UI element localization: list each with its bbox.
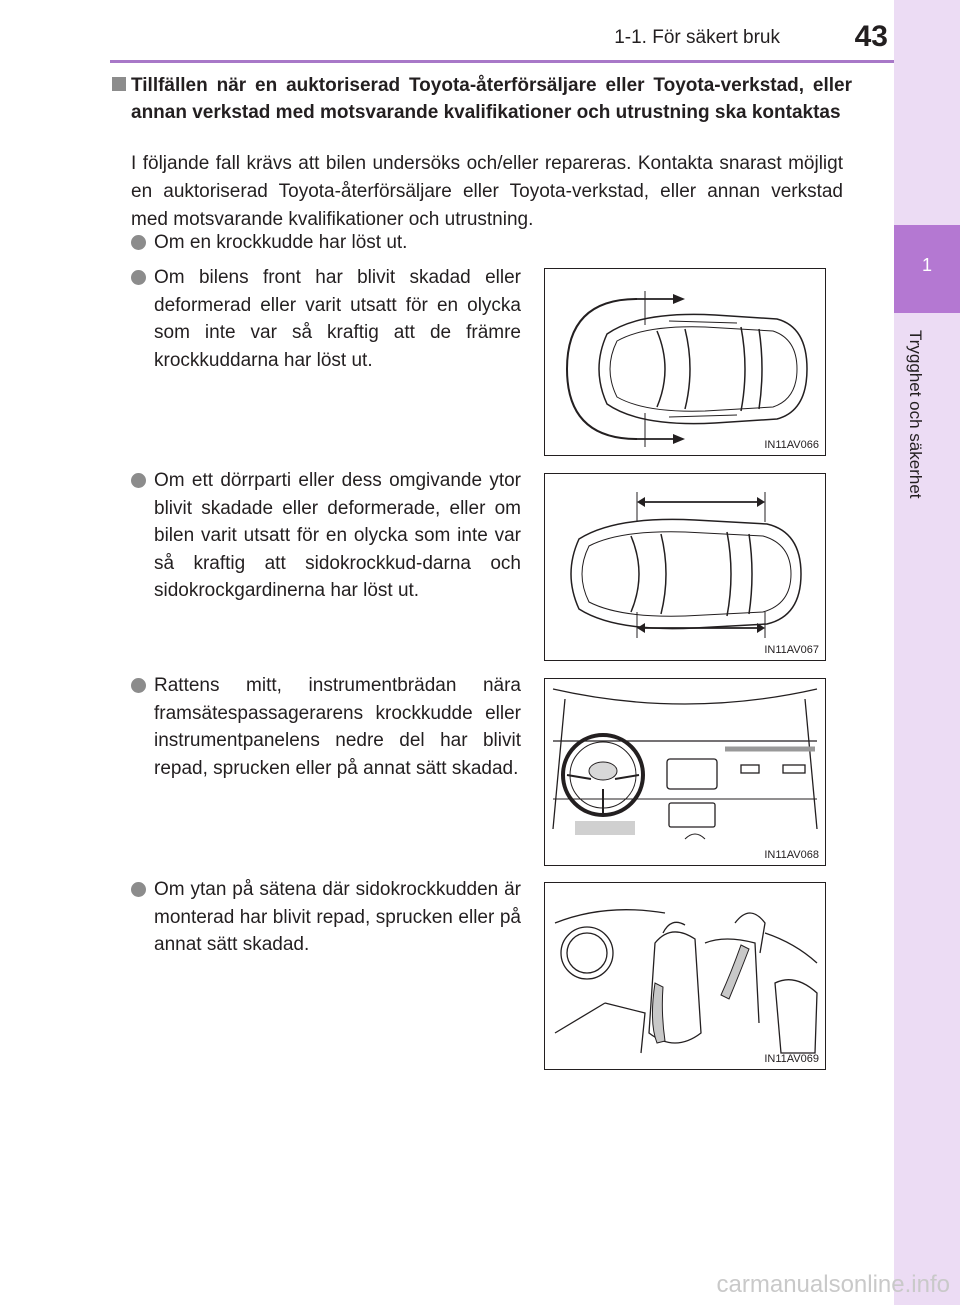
car-dashboard-icon <box>545 679 825 865</box>
list-item <box>131 672 521 782</box>
bullet-dot-icon <box>131 235 146 250</box>
list-item <box>131 876 521 959</box>
car-top-view-icon <box>545 474 825 660</box>
intro-paragraph: I följande fall krävs att bilen undersöks och/eller repareras. Kontakta snarast möjligt en auktoriserad Toyota-återförsäljare eller Toyota-verkstad, eller annan verkstad med motsvarande kvalifikationer och utrustning. <box>131 153 843 230</box>
page-number: 43 <box>854 20 888 53</box>
section-title: 1-1. För säkert bruk <box>614 27 780 48</box>
bullet-dot-icon <box>131 678 146 693</box>
chapter-number: 1 <box>921 255 932 275</box>
figure-code: IN11AV066 <box>764 439 819 451</box>
bullet-dot-icon <box>131 473 146 488</box>
list-item <box>131 229 851 257</box>
figure-seats <box>544 882 826 1070</box>
list-item-text: Rattens mitt, instrumentbrädan nära framsätespassagerarens krockkudde eller instrumentpanelens nedre del har blivit repad, sprucken eller på annat sätt skadad. <box>154 675 521 779</box>
chapter-title: Trygghet och säkerhet <box>906 330 925 499</box>
figure-code: IN11AV068 <box>764 849 819 861</box>
square-bullet-icon <box>112 77 126 91</box>
figure-dashboard <box>544 678 826 866</box>
heading-text: Tillfällen när en auktoriserad Toyota-återförsäljare eller Toyota-verkstad, eller annan verkstad med motsvarande kvalifikationer och utrustning ska kontaktas <box>131 75 852 123</box>
car-seats-icon <box>545 883 825 1069</box>
list-item-text: Om ytan på sätena där sidokrockkudden är monterad har blivit repad, sprucken eller på annat sätt skadad. <box>154 879 521 955</box>
bullet-dot-icon <box>131 270 146 285</box>
list-item-text: Om bilens front har blivit skadad eller deformerad eller varit utsatt för en olycka som inte var så kraftig att de främre krockkuddarna har löst ut. <box>154 267 521 371</box>
list-item-text: Om en krockkudde har löst ut. <box>154 232 408 253</box>
header-rule <box>110 60 894 63</box>
figure-side-damage <box>544 473 826 661</box>
list-item-text: Om ett dörrparti eller dess omgivande ytor blivit skadade eller deformerade, eller om bilen varit utsatt för en olycka som inte var så kraftig att sidokrockkud-darna och sidokrockgardinerna har löst ut. <box>154 470 521 601</box>
car-top-view-icon <box>545 269 825 455</box>
section-heading <box>112 72 852 126</box>
chapter-side-bar <box>894 0 960 1305</box>
figure-code: IN11AV069 <box>764 1053 819 1065</box>
watermark: carmanualsonline.info <box>716 1271 950 1298</box>
figure-front-damage <box>544 268 826 456</box>
figure-code: IN11AV067 <box>764 644 819 656</box>
list-item <box>131 467 521 605</box>
bullet-dot-icon <box>131 882 146 897</box>
list-item <box>131 264 521 374</box>
